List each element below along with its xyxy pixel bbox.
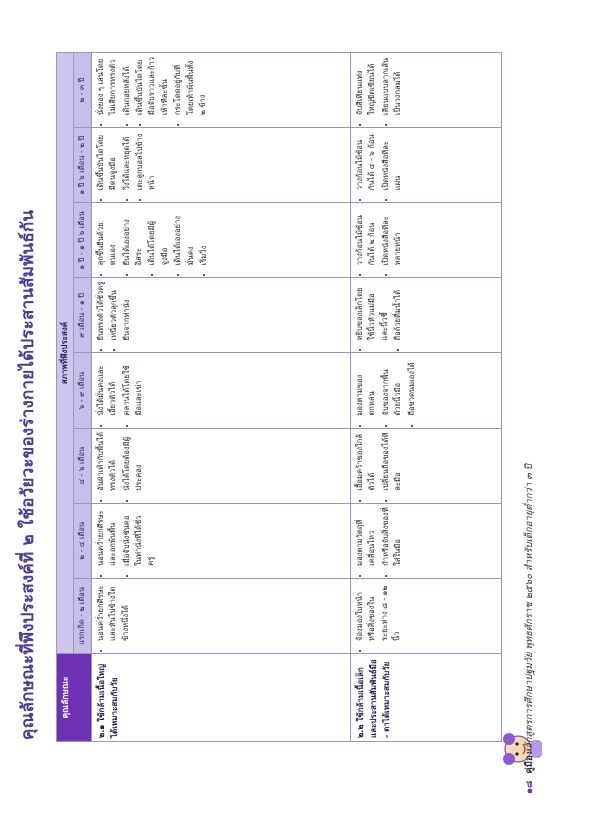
indicator-cell	[351, 353, 502, 428]
table-row	[351, 53, 502, 742]
indicator-item: • เดินขึ้นบันไดโดยมือจับราวและก้าวเท้าทีละขั้น	[134, 56, 171, 115]
indicator-cell	[91, 428, 350, 503]
indicator-list	[95, 357, 146, 425]
indicator-list	[354, 281, 405, 349]
indicator-list	[354, 357, 418, 425]
indicator-item: • นอนคว่ำยกศีรษะและหันไปข้างใดข้างหนึ่งได้	[95, 582, 132, 641]
trait-cell: ๒.๑ ใช้กล้ามเนื้อใหญ่ได้เหมาะสมกับวัย	[91, 654, 350, 742]
table-row	[91, 53, 350, 742]
indicator-cell	[91, 578, 350, 653]
indicator-list	[354, 432, 405, 500]
indicator-item: • ยืนทรงตัวได้ชั่วครู่	[95, 281, 107, 340]
indicator-item: • กระโดดอยู่กับที่โดยเท้าพ้นพื้นทั้ง ๒ ข้าง	[172, 56, 209, 115]
indicator-item: • เดินถอยหลังได้	[121, 56, 133, 115]
indicator-list	[95, 432, 146, 500]
age-header: ๑ ปี - ๑ ปี ๖ เดือน	[74, 203, 91, 278]
indicator-list	[95, 56, 210, 124]
age-header: แรกเกิด - ๒ เดือน	[74, 578, 91, 653]
indicator-item: • เตะลูกบอลไปข้างหน้า	[134, 131, 159, 190]
age-header: ๒ - ๓ ปี	[74, 53, 91, 128]
rotated-page	[0, 40, 595, 800]
age-header: ๑ ปี ๖ เดือน - ๒ ปี	[74, 128, 91, 203]
indicator-item: • เปิดหนังสือทีละหลายหน้า	[380, 206, 405, 265]
page-footer	[522, 94, 537, 794]
indicator-item: • นอนคว่ำยกศีรษะและอกพ้นพื้น	[95, 507, 120, 566]
indicator-item: • เดินได้โดยมีผู้จูงมือ	[146, 206, 171, 265]
indicator-item: • จับสีเทียนแท่งใหญ่ขีดเขียนได้	[354, 56, 379, 115]
indicator-list	[95, 582, 132, 650]
indicator-list	[354, 507, 405, 575]
page-title: คุณลักษณะที่พึงประสงค์ที่ ๒ ใช้อวัยวะของร่างกายได้ประสานสัมพันธ์กัน	[18, 209, 38, 740]
indicator-cell	[351, 578, 502, 653]
indicator-list	[354, 56, 405, 124]
indicator-item: • เหนี่ยวตัวลุกขึ้นยืนจากท่านั่ง	[108, 281, 133, 340]
indicator-item: • นั่งได้โดยต้องมีผู้ประคอง	[121, 432, 146, 491]
indicator-cell	[91, 128, 350, 203]
indicator-item: • เริ่มวิ่ง	[198, 206, 210, 265]
footer-book-title: หลักสูตรการศึกษาปฐมวัย พุทธศักราช ๒๕๖๐ สำหรับเด็กอายุต่ำกว่า ๓ ปี	[524, 464, 535, 756]
age-header: ๒ - ๔ เดือน	[74, 503, 91, 578]
indicator-item: • มองตามวัตถุที่เคลื่อนไหว	[354, 507, 379, 566]
indicator-item: • จ้องมองใบหน้าหรือสิ่งของในระยะห่าง ๘ - ๑๒ นิ้ว	[354, 582, 404, 641]
indicator-item: • เดินขึ้นบันไดโดยมีคนจูงมือ	[95, 131, 120, 190]
indicator-cell	[91, 203, 350, 278]
indicator-item: • คลานได้โดยใช้มือและเข่า	[121, 357, 146, 416]
indicator-cell	[351, 278, 502, 353]
indicator-cell	[91, 353, 350, 428]
indicator-item: • ถือถ้วยดื่มน้ำได้	[392, 281, 404, 340]
page-number: ๑๘	[524, 780, 535, 794]
age-header: ๙ เดือน - ๑ ปี	[74, 278, 91, 353]
indicator-item: • จับของจากพื้นด้วยนิ้วมือ	[380, 357, 405, 416]
indicator-cell	[91, 53, 350, 128]
indicator-item: • วางก้อนไม้ซ้อนกันได้ ๔ - ๖ ก้อน	[354, 131, 379, 190]
indicator-item: • เดินได้เองอย่างมั่นคง	[172, 206, 197, 265]
indicator-item: • เมื่อจับนั่งชันคอในท่านั่งที่ได้ชั่วครู่	[121, 507, 158, 566]
indicator-list	[95, 206, 211, 274]
indicator-cell	[351, 203, 502, 278]
indicator-item: • อันฝ่าเท้ากับพื้นได้ ทรงตัวได้	[95, 432, 120, 491]
indicator-list	[354, 131, 405, 199]
status-header: สภาพที่พึงประสงค์	[57, 53, 74, 654]
indicator-item: • เอื้อมคว้าของใกล้ตัวได้	[354, 432, 379, 491]
footer-book-label: คู่มือ	[524, 755, 535, 774]
indicator-list	[95, 507, 158, 575]
indicator-item: • ยืนได้เองอย่างอิสระ	[121, 206, 146, 265]
indicator-item: • ลุกขึ้นยืนด้วยตนเอง	[95, 206, 120, 265]
indicator-item: • หยิบของเล็กโดยใช้นิ้วหัวแม่มือและนิ้วชี้	[354, 281, 391, 340]
indicator-list	[95, 131, 159, 199]
indicator-cell	[351, 503, 502, 578]
indicator-cell	[351, 128, 502, 203]
indicator-item: • เปิดหนังสือทีละแผ่น	[380, 131, 405, 190]
indicator-item: • เปลี่ยนถือของได้ทีละมือ	[380, 432, 405, 491]
indicator-cell	[91, 278, 350, 353]
indicator-item: • นั่งยอง ๆ เล่นโดยไม่เสียการทรงตัว	[95, 56, 120, 115]
indicator-list	[354, 206, 405, 274]
indicator-item: • เลียนแบบลากเส้นเป็นวงกลมได้	[380, 56, 405, 115]
indicator-cell	[351, 53, 502, 128]
indicator-list	[354, 582, 404, 650]
standards-table	[56, 52, 502, 742]
trait-cell: ๒.๒ ใช้กล้ามเนื้อเล็กและประสานสัมพันธ์มือ - ตาได้เหมาะสมกับวัย	[351, 654, 502, 742]
indicator-item: • วิ่งได้และหยุดได้	[121, 131, 133, 190]
indicator-list	[95, 281, 133, 349]
age-header: ๖ - ๙ เดือน	[74, 353, 91, 428]
indicator-item: • มองตามของตกหล่น	[354, 357, 379, 416]
trait-column-header: คุณลักษณะ	[57, 654, 92, 742]
standards-table-wrap	[56, 52, 502, 742]
age-header: ๔ - ๖ เดือน	[74, 428, 91, 503]
indicator-item: • กำหรือจับสิ่งของที่ใส่ในมือ	[380, 507, 405, 566]
indicator-item: • วางก้อนไม้ซ้อนกันได้ ๒ ก้อน	[354, 206, 379, 265]
indicator-item: • นั่งได้มั่นคงและเอี้ยวตัวได้	[95, 357, 120, 416]
indicator-item: • ถือขวดนมเองได้	[406, 357, 418, 416]
indicator-cell	[91, 503, 350, 578]
indicator-cell	[351, 428, 502, 503]
